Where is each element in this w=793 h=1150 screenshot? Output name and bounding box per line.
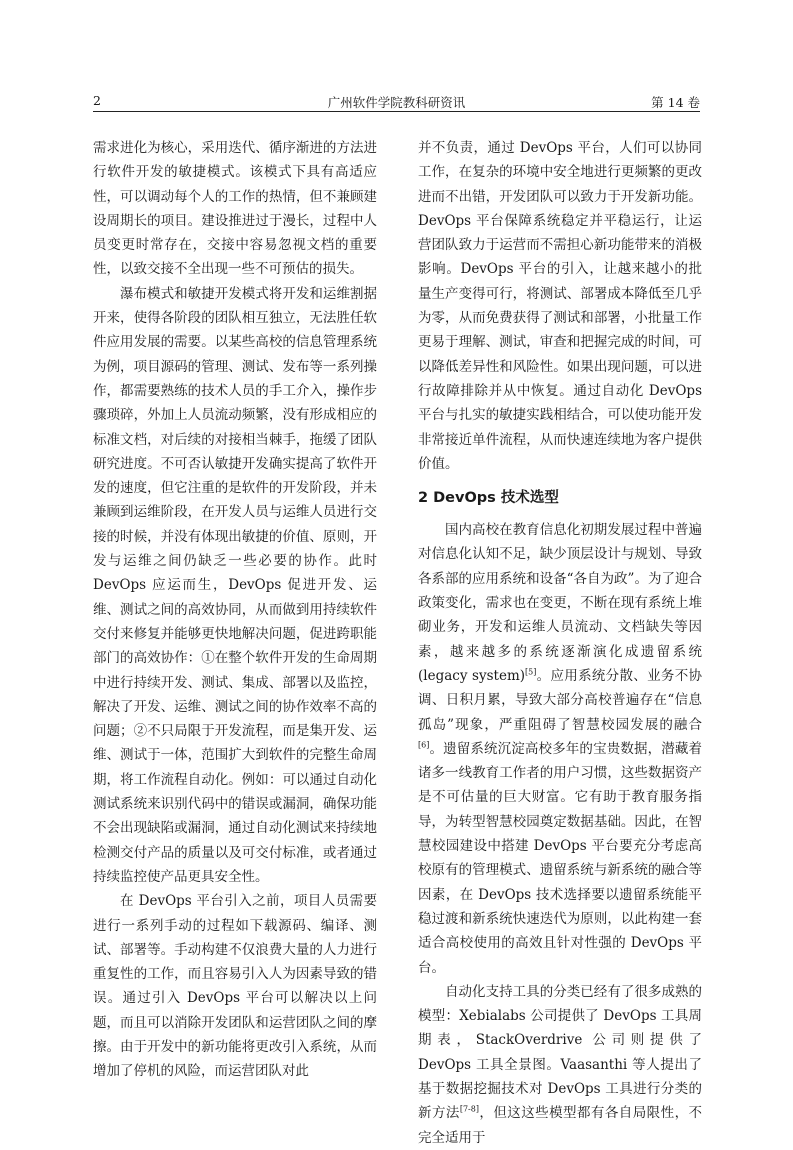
paragraph: 并不负责，通过 DevOps 平台，人们可以协同工作，在复杂的环境中安全地进行更频繁的更改进而不出错，开发团队可以致力于开发新功能。DevOps 平台保障系统稳定并平稳运行，让运营团队致力于运营而不需担心新功能带来的消极影响。DevOps 平台的引入，让越来越小的批量生产变得可行，将测试、部署成本降低至几乎为零，从而免费获得了测试和部署，小批量工作更易于理解、测试，审查和把握完成的时间，可以降低差异性和风险性。如果出现问题，可以进行故障排除并从中恢复。通过自动化 DevOps 平台与扎实的敏捷实践相结合，可以使功能开发非常接近单件流程，从而快速连续地为客户提供价值。: [418, 140, 702, 472]
text-run: ，但这这些模型都有各自局限性，不完全适用于: [418, 1105, 703, 1146]
text-run: 自动化支持工具的分类已经有了很多成熟的模型：Xebialabs 公司提供了 DevOps 工具周期表，StackOverdrive 公司则提供了 DevOps 工具全景图。Vaasanthi 等人提出了基于数据挖掘技术对 DevOps 工具进行分类的新方法: [418, 983, 702, 1122]
paragraph: [418, 980, 702, 1150]
text-run: 国内高校在教育信息化初期发展过程中普遍对信息化认知不足，缺少顶层设计与规划、导致各系部的应用系统和设备“各自为政”。为了迎合政策变化，需求也在变更，不断在现有系统上堆砌业务，开发和运维人员流动、文档缺失等因素，越来越多的系统逐渐演化成遗留系统(legacy system): [418, 522, 702, 684]
right-column: [418, 136, 702, 1150]
running-header: [93, 91, 700, 112]
paragraph: 在 DevOps 平台引入之前，项目人员需要进行一系列手动的过程如下载源码、编译、测试、部署等。手动构建不仅浪费大量的人力进行重复性的工作，而且容易引入人为因素导致的错误。通过引入 DevOps 平台可以解决以上问题，而且可以消除开发团队和运营团队之间的摩擦。由于开发中的新功能将更改引入系统，从而增加了停机的风险，而运营团队对此: [93, 893, 377, 1080]
text-run: 。遗留系统沉淀高校多年的宝贵数据，潜藏着诸多一线教育工作者的用户习惯，这些数据资产是不可估量的巨大财富。它有助于教育服务指导，为转型智慧校园奠定数据基础。因此，在智慧校园建设中搭建 DevOps 平台要充分考虑高校原有的管理模式、遗留系统与新系统的融合等因素，在 DevOps 技术选择要以遗留系统能平稳过渡和新系统快速迭代为原则，以此构建一套适合高校使用的高效且针对性强的 DevOps 平台。: [418, 740, 702, 976]
paragraph: 瀑布模式和敏捷开发模式将开发和运维割据开来，使得各阶段的团队相互独立，无法胜任软件应用发展的需要。以某些高校的信息管理系统为例，项目源码的管理、测试、发布等一系列操作，都需要熟练的技术人员的手工介入，操作步骤琐碎，外加上人员流动频繁，没有形成相应的标准文档，对后续的对接相当棘手，拖缓了团队研究进度。不可否认敏捷开发确实提高了软件开发的速度，但它注重的是软件的开发阶段，并未兼顾到运维阶段，在开发人员与运维人员进行交接的时候，并没有体现出敏捷的价值、原则，开发与运维之间仍缺乏一些必要的协作。此时 DevOps 应运而生，DevOps 促进开发、运维、测试之间的高效协同，从而做到用持续软件交付来修复并能够更快地解决问题，促进跨职能部门的高效协作：①在整个软件开发的生命周期中进行持续开发、测试、集成、部署以及监控，解决了开发、运维、测试之间的协作效率不高的问题；②不只局限于开发流程，而是集开发、运维、测试于一体，范围扩大到软件的完整生命周期，将工作流程自动化。例如：可以通过自动化测试系统来识别代码中的错误或漏洞，确保功能不会出现缺陷或漏洞，通过自动化测试来持续地检测交付产品的质量以及可交付标准，或者通过持续监控使产品更具安全性。: [93, 285, 377, 885]
page-number: 2: [93, 93, 101, 108]
journal-title: 广州软件学院教科研资讯: [327, 95, 466, 110]
volume-label: 第 14 卷: [651, 95, 700, 110]
citation-ref: [7-8]: [459, 1104, 479, 1114]
citation-ref: [6]: [418, 740, 430, 750]
paragraph: 需求进化为核心，采用迭代、循序渐进的方法进行软件开发的敏捷模式。该模式下具有高适应性，可以调动每个人的工作的热情，但不兼顾建设周期长的项目。建设推进过于漫长，过程中人员变更时常存在，交接中容易忽视文档的重要性，以致交接不全出现一些不可预估的损失。: [93, 140, 377, 278]
section-heading: 2 DevOps 技术选型: [418, 490, 559, 507]
citation-ref: [5]: [525, 667, 537, 677]
left-column: [93, 136, 377, 1084]
paragraph: [418, 518, 702, 980]
text-run: 。应用系统分散、业务不协调、日积月累，导致大部分高校普遍存在“信息孤岛”现象，严重阻碍了智慧校园发展的融合: [418, 667, 702, 733]
